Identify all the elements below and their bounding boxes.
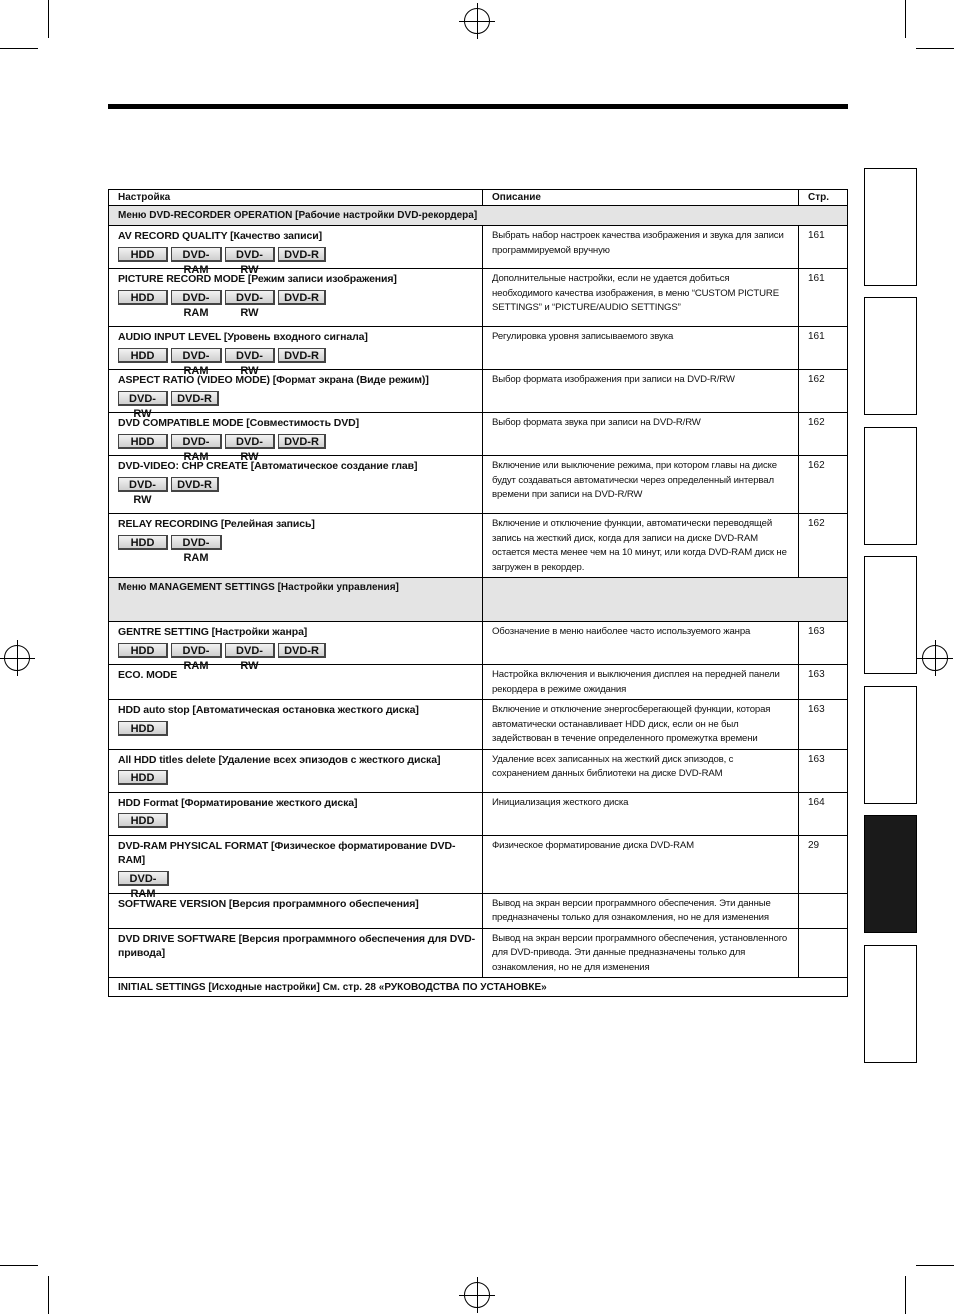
setting-name: ASPECT RATIO (VIDEO MODE) [Формат экрана (Виде режим)]	[118, 374, 429, 386]
setting-cell	[109, 792, 483, 835]
media-badge-hdd: HDD	[118, 813, 168, 828]
setting-cell	[109, 514, 483, 578]
media-badge-dvd-rw: DVD-RW	[225, 434, 275, 449]
setting-name: AUDIO INPUT LEVEL [Уровень входного сигнала]	[118, 331, 368, 343]
page-number: 162	[799, 413, 848, 456]
setting-name: AV RECORD QUALITY [Качество записи]	[118, 230, 322, 242]
initial-settings-note: INITIAL SETTINGS [Исходные настройки] См. стр. 28 «РУКОВОДСТВА ПО УСТАНОВКЕ»	[109, 978, 848, 997]
page-number: 164	[799, 792, 848, 835]
setting-name: RELAY RECORDING [Релейная запись]	[118, 518, 315, 530]
setting-cell	[109, 700, 483, 750]
crop-mark	[916, 1265, 954, 1266]
setting-name: DVD COMPATIBLE MODE [Совместимость DVD]	[118, 417, 360, 429]
page-number: 162	[799, 456, 848, 514]
media-badge-dvd-rw: DVD-RW	[118, 477, 168, 492]
media-badge-hdd: HDD	[118, 434, 168, 449]
page-number: 161	[799, 269, 848, 327]
crop-mark	[905, 0, 906, 38]
registration-mark	[4, 645, 30, 671]
section-row	[109, 206, 848, 226]
setting-name: DVD-RAM PHYSICAL FORMAT [Физическое форматирование DVD-RAM]	[118, 839, 456, 866]
media-badge-dvd-r: DVD-R	[278, 643, 326, 658]
media-badge-hdd: HDD	[118, 643, 168, 658]
setting-description: Обозначение в меню наиболее часто используемого жанра	[483, 622, 799, 665]
media-badge-dvd-rw: DVD-RW	[118, 391, 168, 406]
crop-mark	[48, 1276, 49, 1314]
page-number: 163	[799, 749, 848, 792]
crop-mark	[916, 48, 954, 49]
media-badges	[118, 477, 476, 506]
index-tab[interactable]	[864, 297, 917, 415]
media-badges	[118, 770, 476, 785]
setting-name: PICTURE RECORD MODE [Режим записи изображения]	[118, 273, 397, 285]
media-badges	[118, 813, 476, 828]
media-badges	[118, 290, 476, 319]
registration-mark	[464, 1282, 490, 1308]
media-badges	[118, 643, 476, 672]
setting-cell	[109, 835, 483, 900]
col-header-description: Описание	[483, 190, 799, 206]
index-tab[interactable]	[864, 168, 917, 286]
section-blank	[483, 578, 848, 622]
setting-description: Выбор формата изображения при записи на DVD-R/RW	[483, 370, 799, 413]
setting-cell	[109, 749, 483, 792]
table-row	[109, 622, 848, 665]
setting-name: DVD-VIDEO: CHP CREATE [Автоматическое создание глав]	[118, 460, 418, 472]
page-number: 29	[799, 835, 848, 893]
setting-description: Выбрать набор настроек качества изображения и звука для записи программируемой вручную	[483, 226, 799, 269]
setting-description: Включение и отключение энергосберегающей функции, которая автоматически останавливает HDD диск, если он не был задействован в течение определенного промежутка времени	[483, 700, 799, 750]
setting-cell	[109, 226, 483, 276]
table-row	[109, 665, 848, 700]
settings-table	[108, 189, 848, 997]
media-badge-dvd-rw: DVD-RW	[225, 348, 275, 363]
crop-mark	[0, 48, 38, 49]
setting-cell	[109, 622, 483, 672]
setting-description: Включение и отключение функции, автоматически переводящей запись на жесткий диск, когда для записи на диске DVD-RAM остается места менее чем на 10 минут, или когда DVD-RAM диск не загружен в рекордер.	[483, 514, 799, 578]
media-badges	[118, 247, 476, 276]
media-badges	[118, 391, 476, 420]
setting-description: Удаление всех записанных на жесткий диск эпизодов, с сохранением данных библиотеки на диске DVD-RAM	[483, 749, 799, 792]
setting-cell	[109, 269, 483, 327]
media-badge-dvd-ram: DVD-RAM	[171, 535, 222, 550]
setting-description: Включение или выключение режима, при котором главы на диске будут создаваться автоматически через определенный интервал времени при записи на DVD-R/RW	[483, 456, 799, 514]
page-number: 163	[799, 700, 848, 750]
media-badge-dvd-rw: DVD-RW	[225, 643, 275, 658]
table-row	[109, 700, 848, 750]
setting-description: Инициализация жесткого диска	[483, 792, 799, 835]
registration-mark	[464, 8, 490, 34]
page-number: 161	[799, 327, 848, 370]
setting-cell	[109, 413, 483, 463]
col-header-setting: Настройка	[109, 190, 483, 206]
setting-cell	[109, 928, 483, 978]
media-badge-dvd-r: DVD-R	[278, 348, 326, 363]
setting-cell	[109, 893, 483, 928]
setting-cell	[109, 370, 483, 420]
media-badge-hdd: HDD	[118, 247, 168, 262]
media-badge-dvd-ram: DVD-RAM	[171, 643, 222, 658]
media-badge-hdd: HDD	[118, 770, 168, 785]
page-number	[799, 928, 848, 978]
setting-description: Настройка включения и выключения дисплея на передней панели рекордера в режиме ожидания	[483, 665, 799, 700]
setting-name: DVD DRIVE SOFTWARE [Версия программного обеспечения для DVD-привода]	[118, 932, 476, 959]
page-number: 163	[799, 665, 848, 700]
media-badge-dvd-r: DVD-R	[278, 290, 326, 305]
page-number: 162	[799, 514, 848, 578]
col-header-page: Стр.	[799, 190, 848, 206]
table-row	[109, 835, 848, 893]
setting-name: GENTRE SETTING [Настройки жанра]	[118, 626, 308, 638]
index-tab-active[interactable]	[864, 815, 917, 933]
media-badges	[118, 721, 476, 736]
setting-description: Выбор формата звука при записи на DVD-R/RW	[483, 413, 799, 456]
setting-name: SOFTWARE VERSION [Версия программного обеспечения]	[118, 897, 419, 910]
setting-name: All HDD titles delete [Удаление всех эпизодов с жесткого диска]	[118, 753, 441, 766]
setting-cell	[109, 665, 483, 700]
media-badge-dvd-ram: DVD-RAM	[171, 348, 222, 363]
table-row	[109, 456, 848, 514]
setting-name: ECO. MODE	[118, 669, 178, 681]
media-badge-dvd-rw: DVD-RW	[225, 247, 275, 262]
crop-mark	[905, 1276, 906, 1314]
media-badge-dvd-ram: DVD-RAM	[171, 290, 222, 305]
setting-description: Дополнительные настройки, если не удается добиться необходимого качества изображения, в меню “CUSTOM PICTURE SETTINGS” и “PICTURE/AUDIO SETTINGS”	[483, 269, 799, 327]
table-row	[109, 269, 848, 327]
section-row	[109, 578, 848, 622]
setting-description: Вывод на экран версии программного обеспечения, установленного для DVD-привода. Эти данные предназначены только для ознакомления, но не для изменения	[483, 928, 799, 978]
table-row	[109, 893, 848, 928]
section-title: Меню DVD-RECORDER OPERATION [Рабочие настройки DVD-рекордера]	[109, 206, 848, 226]
crop-mark	[48, 0, 49, 38]
setting-description: Физическое форматирование диска DVD-RAM	[483, 835, 799, 893]
index-tab[interactable]	[864, 427, 917, 545]
media-badge-dvd-r: DVD-R	[278, 247, 326, 262]
setting-name: HDD auto stop [Автоматическая остановка жесткого диска]	[118, 704, 419, 716]
table-row	[109, 792, 848, 835]
table-row	[109, 928, 848, 978]
header-rule	[108, 104, 848, 109]
index-tab[interactable]	[864, 556, 917, 674]
table-row	[109, 749, 848, 792]
media-badge-hdd: HDD	[118, 535, 168, 550]
media-badge-hdd: HDD	[118, 721, 168, 736]
media-badge-hdd: HDD	[118, 348, 168, 363]
media-badges	[118, 535, 476, 564]
media-badge-dvd-ram: DVD-RAM	[171, 434, 222, 449]
media-badges	[118, 348, 476, 377]
registration-mark	[922, 645, 948, 671]
setting-cell	[109, 327, 483, 377]
table-row	[109, 514, 848, 578]
setting-name: HDD Format [Форматирование жесткого диска]	[118, 796, 358, 809]
index-tab[interactable]	[864, 686, 917, 804]
setting-cell	[109, 456, 483, 514]
index-tab[interactable]	[864, 945, 917, 1063]
setting-description: Регулировка уровня записываемого звука	[483, 327, 799, 370]
media-badge-hdd: HDD	[118, 290, 168, 305]
media-badge-dvd-r: DVD-R	[171, 477, 219, 492]
media-badges	[118, 871, 476, 900]
media-badge-dvd-ram: DVD-RAM	[171, 247, 222, 262]
section-title: Меню MANAGEMENT SETTINGS [Настройки управления]	[109, 578, 483, 622]
page-number: 163	[799, 622, 848, 665]
table-row	[109, 413, 848, 456]
footer-row	[109, 978, 848, 997]
media-badge-dvd-ram: DVD-RAM	[118, 871, 169, 886]
media-badge-dvd-rw: DVD-RW	[225, 290, 275, 305]
page-number: 162	[799, 370, 848, 413]
setting-description: Вывод на экран версии программного обеспечения. Эти данные предназначены только для ознакомления, но не для изменения	[483, 893, 799, 928]
table-row	[109, 370, 848, 413]
media-badge-dvd-r: DVD-R	[171, 391, 219, 406]
table-row	[109, 327, 848, 370]
page-number	[799, 893, 848, 928]
table-body	[109, 206, 848, 997]
crop-mark	[0, 1265, 38, 1266]
table-row	[109, 226, 848, 269]
media-badge-dvd-r: DVD-R	[278, 434, 326, 449]
page-number: 161	[799, 226, 848, 269]
media-badges	[118, 434, 476, 463]
table-header-row	[109, 190, 848, 206]
